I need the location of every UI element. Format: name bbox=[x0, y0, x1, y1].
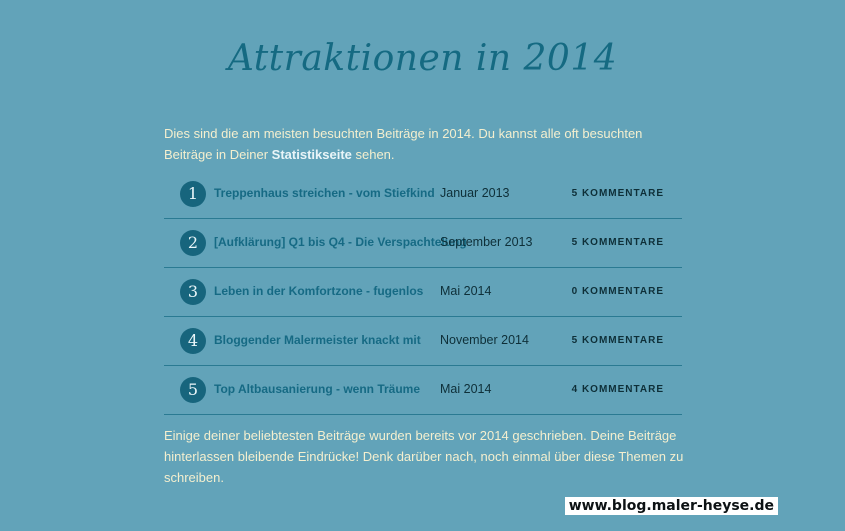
list-item bbox=[164, 170, 682, 219]
comments-link[interactable]: 5 KOMMENTARE bbox=[571, 335, 664, 346]
list-item bbox=[164, 219, 682, 268]
post-title-link[interactable]: [Aufklärung] Q1 bis Q4 - Die Verspachtelung bbox=[214, 235, 467, 249]
statistics-page-link[interactable]: Statistikseite bbox=[271, 147, 352, 162]
comments-link[interactable]: 5 KOMMENTARE bbox=[571, 237, 664, 248]
intro-text-end: sehen. bbox=[351, 147, 395, 162]
comments-link[interactable]: 4 KOMMENTARE bbox=[571, 384, 664, 395]
post-title-link[interactable]: Bloggender Malermeister knackt mit bbox=[214, 333, 421, 347]
list-item bbox=[164, 366, 682, 415]
post-date: Mai 2014 bbox=[440, 382, 492, 396]
top-posts-list bbox=[164, 170, 682, 415]
intro-paragraph bbox=[164, 123, 684, 165]
rank-badge: 1 bbox=[180, 181, 206, 207]
list-item bbox=[164, 317, 682, 366]
post-title-link[interactable]: Top Altbausanierung - wenn Träume bbox=[214, 382, 421, 396]
rank-badge: 5 bbox=[180, 377, 206, 403]
post-date: Mai 2014 bbox=[440, 284, 492, 298]
rank-badge: 2 bbox=[180, 230, 206, 256]
page-heading: Attraktionen in 2014 bbox=[227, 38, 618, 79]
comments-link[interactable]: 5 KOMMENTARE bbox=[571, 188, 664, 199]
post-title-link[interactable]: Treppenhaus streichen - vom Stiefkind bbox=[214, 186, 435, 200]
rank-badge: 4 bbox=[180, 328, 206, 354]
rank-badge: 3 bbox=[180, 279, 206, 305]
post-title-link[interactable]: Leben in der Komfortzone - fugenlos bbox=[214, 284, 424, 298]
watermark-url: www.blog.maler-heyse.de bbox=[565, 497, 778, 515]
list-item bbox=[164, 268, 682, 317]
intro-text: Dies sind die am meisten besuchten Beiträge in 2014. Du kannst alle oft besuchten Beiträge in Deiner bbox=[164, 126, 643, 162]
post-date: November 2014 bbox=[440, 333, 529, 347]
post-date: Januar 2013 bbox=[440, 186, 510, 200]
outro-paragraph: Einige deiner beliebtesten Beiträge wurden bereits vor 2014 geschrieben. Deine Beiträge hinterlassen bleibende Eindrücke! Denk darüber nach, noch einmal über diese Themen zu schreiben. bbox=[164, 428, 684, 485]
post-date: September 2013 bbox=[440, 235, 533, 249]
comments-link[interactable]: 0 KOMMENTARE bbox=[571, 286, 664, 297]
